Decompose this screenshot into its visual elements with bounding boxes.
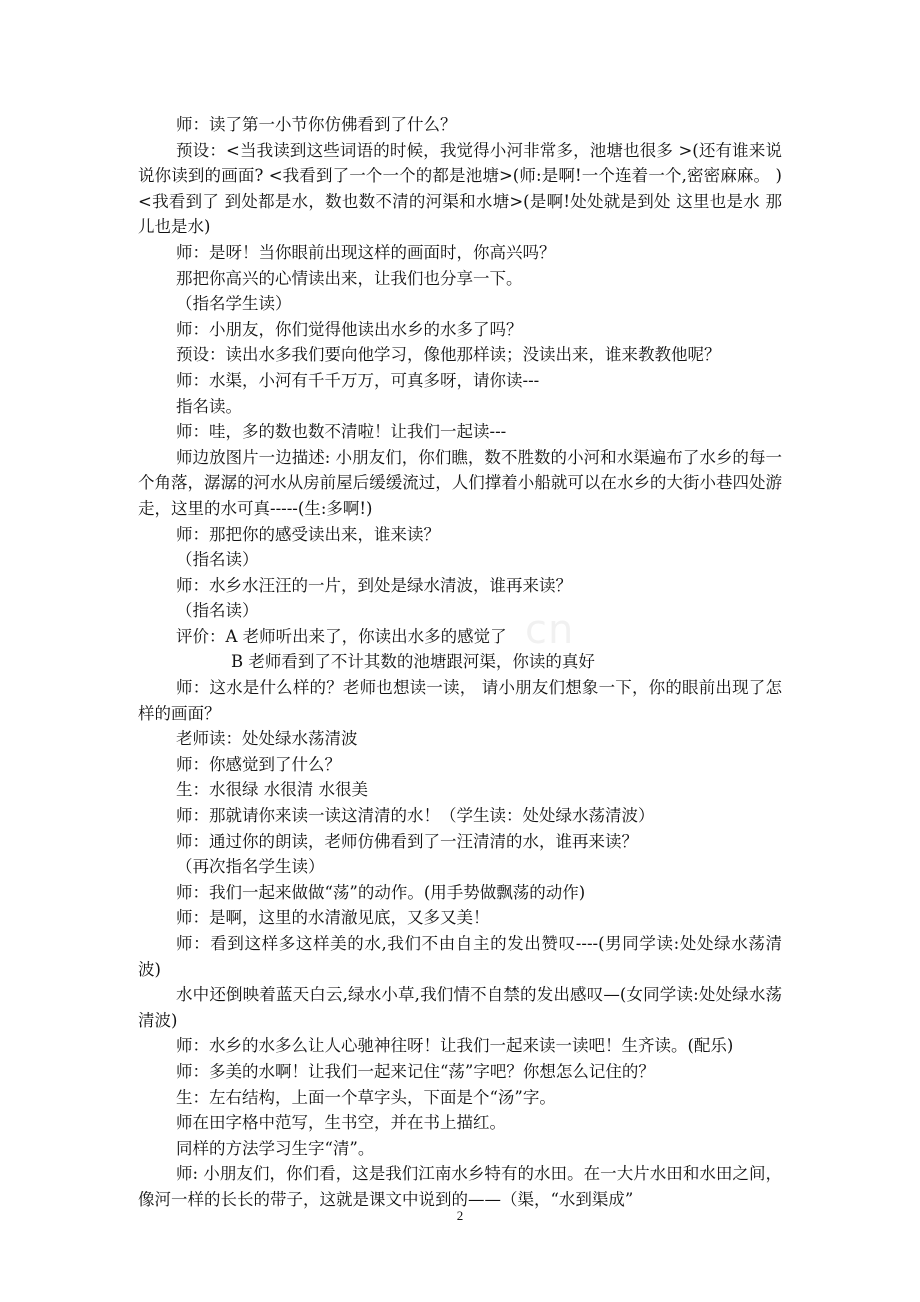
paragraph: 师：哇，多的数也数不清啦！让我们一起读--- bbox=[176, 422, 507, 442]
paragraph: 水中还倒映着蓝天白云,绿水小草,我们情不自禁的发出感叹—(女同学读:处处绿水荡清波) bbox=[138, 985, 782, 1030]
paragraph: （指名学生读） bbox=[176, 294, 292, 314]
paragraph: 生：水很绿 水很清 水很美 bbox=[176, 780, 368, 800]
paragraph: 老师读：处处绿水荡清波 bbox=[176, 729, 358, 749]
paragraph: 师: 小朋友们，你们看，这是我们江南水乡特有的水田。在一大片水田和水田之间，像河一样的长长的带子，这就是课文中说到的——（渠，“水到渠成” bbox=[138, 1164, 782, 1209]
paragraph: 师：我们一起来做做“荡”的动作。(用手势做飘荡的动作) bbox=[176, 882, 586, 902]
page-number: 2 bbox=[456, 1208, 464, 1223]
paragraph: 师：小朋友，你们觉得他读出水乡的水多了吗？ bbox=[176, 319, 523, 339]
paragraph: 师：水渠，小河有千千万万，可真多呀，请你读--- bbox=[176, 370, 540, 390]
paragraph: 师：多美的水啊！让我们一起来记住“荡”字吧？你想怎么记住的？ bbox=[176, 1061, 655, 1081]
paragraph: 师边放图片一边描述: 小朋友们，你们瞧，数不胜数的小河和水渠遍布了水乡的每一个角落，潺潺的河水从房前屋后缓缓流过，人们撑着小船就可以在水乡的大街小巷四处游走，这里的水可真-----(生:多啊!) bbox=[138, 447, 782, 518]
paragraph: 师在田字格中范写，生书空，并在书上描红。 bbox=[176, 1113, 506, 1133]
paragraph: 师：水乡水汪汪的一片，到处是绿水清波，谁再来读？ bbox=[176, 575, 572, 595]
paragraph: B 老师看到了不计其数的池塘跟河渠，你读的真好 bbox=[231, 652, 595, 672]
paragraph: 师：这水是什么样的？老师也想读一读， 请小朋友们想象一下，你的眼前出现了怎样的画面？ bbox=[138, 678, 782, 723]
paragraph: 生：左右结构，上面一个草字头，下面是个“汤”字。 bbox=[176, 1087, 556, 1107]
paragraph: （再次指名学生读） bbox=[176, 857, 325, 877]
paragraph: 指名读。 bbox=[176, 396, 242, 416]
paragraph: 师：水乡的水多么让人心驰神往呀！让我们一起来读一读吧！生齐读。(配乐) bbox=[176, 1036, 734, 1056]
paragraph: （指名读） bbox=[176, 601, 259, 621]
paragraph: 同样的方法学习生字“清”。 bbox=[176, 1138, 375, 1158]
paragraph: 师：通过你的朗读，老师仿佛看到了一汪清清的水，谁再来读？ bbox=[176, 831, 638, 851]
paragraph: 预设：<当我读到这些词语的时候，我觉得小河非常多，池塘也很多 >(还有谁来说说你读到的画面? <我看到了一个一个的都是池塘>(师:是啊!一个连着一个,密密麻麻。 ) <我看到了 到处都是水，数也数不清的河渠和水塘>(是啊!处处就是到处 这里也是水 那儿也是水) bbox=[138, 140, 782, 237]
paragraph: 评价：A 老师听出来了，你读出水多的感觉了 bbox=[176, 626, 507, 646]
paragraph: 预设：读出水多我们要向他学习，像他那样读；没读出来，谁来教教他呢？ bbox=[176, 345, 721, 365]
paragraph: 师：是啊，这里的水清澈见底，又多又美！ bbox=[176, 908, 490, 928]
paragraph: 师：那把你的感受读出来，谁来读？ bbox=[176, 524, 440, 544]
paragraph: 师：看到这样多这样美的水,我们不由自主的发出赞叹----(男同学读:处处绿水荡清波) bbox=[138, 934, 782, 979]
paragraph: 那把你高兴的心情读出来，让我们也分享一下。 bbox=[176, 268, 523, 288]
paragraph: 师：读了第一小节你仿佛看到了什么？ bbox=[176, 115, 457, 134]
paragraph: 师：是呀！当你眼前出现这样的画面时，你高兴吗？ bbox=[176, 242, 556, 262]
paragraph: （指名读） bbox=[176, 550, 259, 570]
paragraph: 师：那就请你来读一读这清清的水！（学生读：处处绿水荡清波） bbox=[176, 806, 655, 826]
watermark: cn bbox=[525, 607, 575, 653]
document-body bbox=[138, 112, 782, 1213]
paragraph: 师：你感觉到了什么？ bbox=[176, 754, 341, 774]
